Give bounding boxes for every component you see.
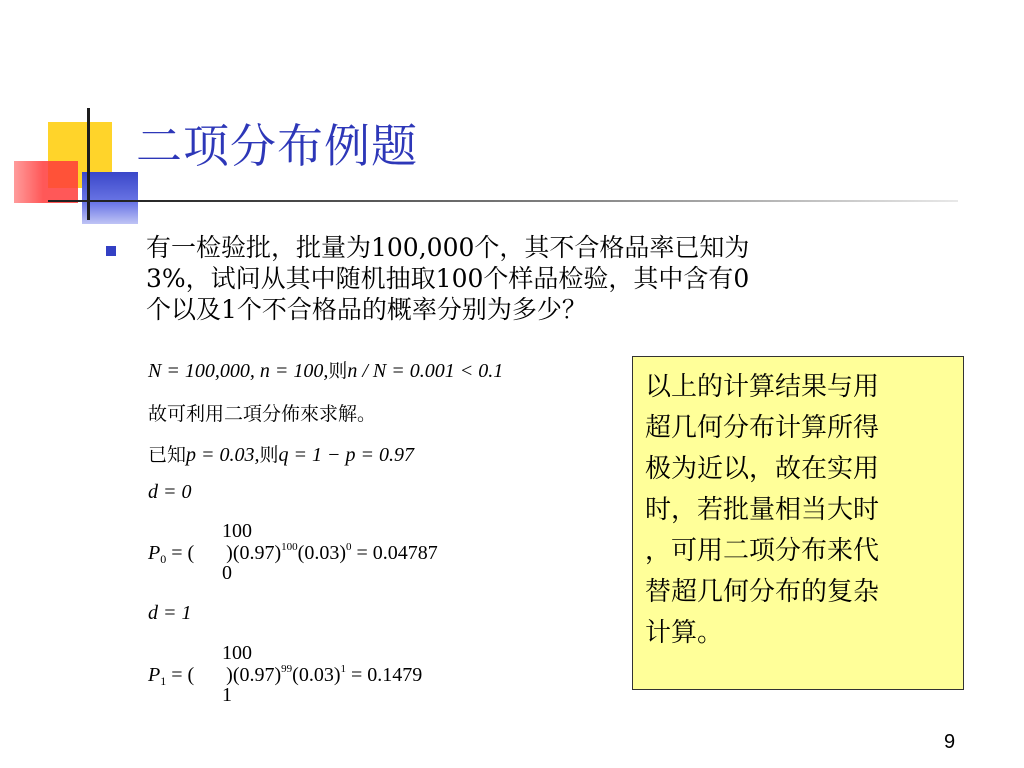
ratio-cn: 则 (328, 360, 348, 382)
title-underline (48, 200, 958, 202)
p1-mid: = ( (166, 664, 195, 686)
binom-bottom-1: 1 (222, 684, 232, 706)
note-line: 时，若批量相当大时 (645, 495, 880, 525)
p0-symbol: P (148, 542, 161, 564)
ratio-expr-b: n / N = 0.001 < 0.1 (347, 360, 504, 382)
p0-sub: 0 (160, 552, 167, 566)
d1-expr: d = 1 (148, 602, 192, 624)
note-line: 计算。 (645, 618, 724, 648)
p0-result: = 0.04787 (351, 542, 438, 564)
p1-exp1: 99 (281, 663, 293, 675)
note-line: 以上的计算结果与用 (645, 372, 880, 402)
bullet-icon (106, 246, 116, 256)
p0-rest1: )(0.97) (226, 542, 282, 564)
note-line: 极为近以，故在实用 (645, 454, 880, 484)
math-line-conclusion: 故可利用二項分佈來求解。 (148, 403, 377, 425)
math-line-ratio (148, 356, 503, 383)
decor-blue-square (82, 172, 138, 224)
math-line-d0 (148, 481, 192, 504)
binom-top-0: 100 (222, 520, 252, 542)
p0-exp1: 100 (281, 541, 298, 553)
d0-expr: d = 0 (148, 481, 192, 503)
page-number: 9 (944, 731, 956, 753)
given-expr-a: p = 0.03, (186, 444, 260, 466)
p1-sub: 1 (160, 674, 167, 688)
p0-exp2: 0 (345, 541, 352, 553)
math-line-p1 (148, 663, 422, 689)
p1-exp2: 1 (340, 663, 346, 675)
given-expr-b: q = 1 − p = 0.97 (278, 444, 415, 466)
math-line-given (148, 440, 414, 467)
note-box (632, 356, 964, 690)
problem-line: 个以及1个不合格品的概率分别为多少？ (146, 295, 587, 324)
problem-line: 有一检验批，批量为100,000个，其不合格品率已知为 (146, 233, 750, 262)
decor-red-square (14, 161, 78, 203)
math-line-d1 (148, 602, 192, 625)
note-line: 替超几何分布的复杂 (645, 577, 880, 607)
p0-rest2: (0.03) (297, 542, 346, 564)
given-cn2: 则 (259, 444, 279, 466)
binom-bottom-0: 0 (222, 562, 232, 584)
decor-vertical-line (87, 108, 90, 220)
math-line-p0 (148, 541, 438, 567)
binom-top-1: 100 (222, 642, 252, 664)
p1-result: = 0.1479 (345, 664, 423, 686)
p1-symbol: P (148, 664, 161, 686)
given-cn: 已知 (148, 444, 187, 466)
p1-rest2: (0.03) (292, 664, 341, 686)
note-line: ，可用二项分布来代 (645, 536, 880, 566)
problem-line: 3%，试问从其中随机抽取100个样品检验，其中含有0 (146, 264, 750, 293)
slide-title: 二项分布例题 (136, 119, 418, 173)
p0-mid: = ( (166, 542, 195, 564)
ratio-expr-a: N = 100,000, n = 100, (148, 360, 329, 382)
p1-rest1: )(0.97) (226, 664, 282, 686)
note-line: 超几何分布计算所得 (645, 413, 880, 443)
problem-text (146, 232, 958, 325)
